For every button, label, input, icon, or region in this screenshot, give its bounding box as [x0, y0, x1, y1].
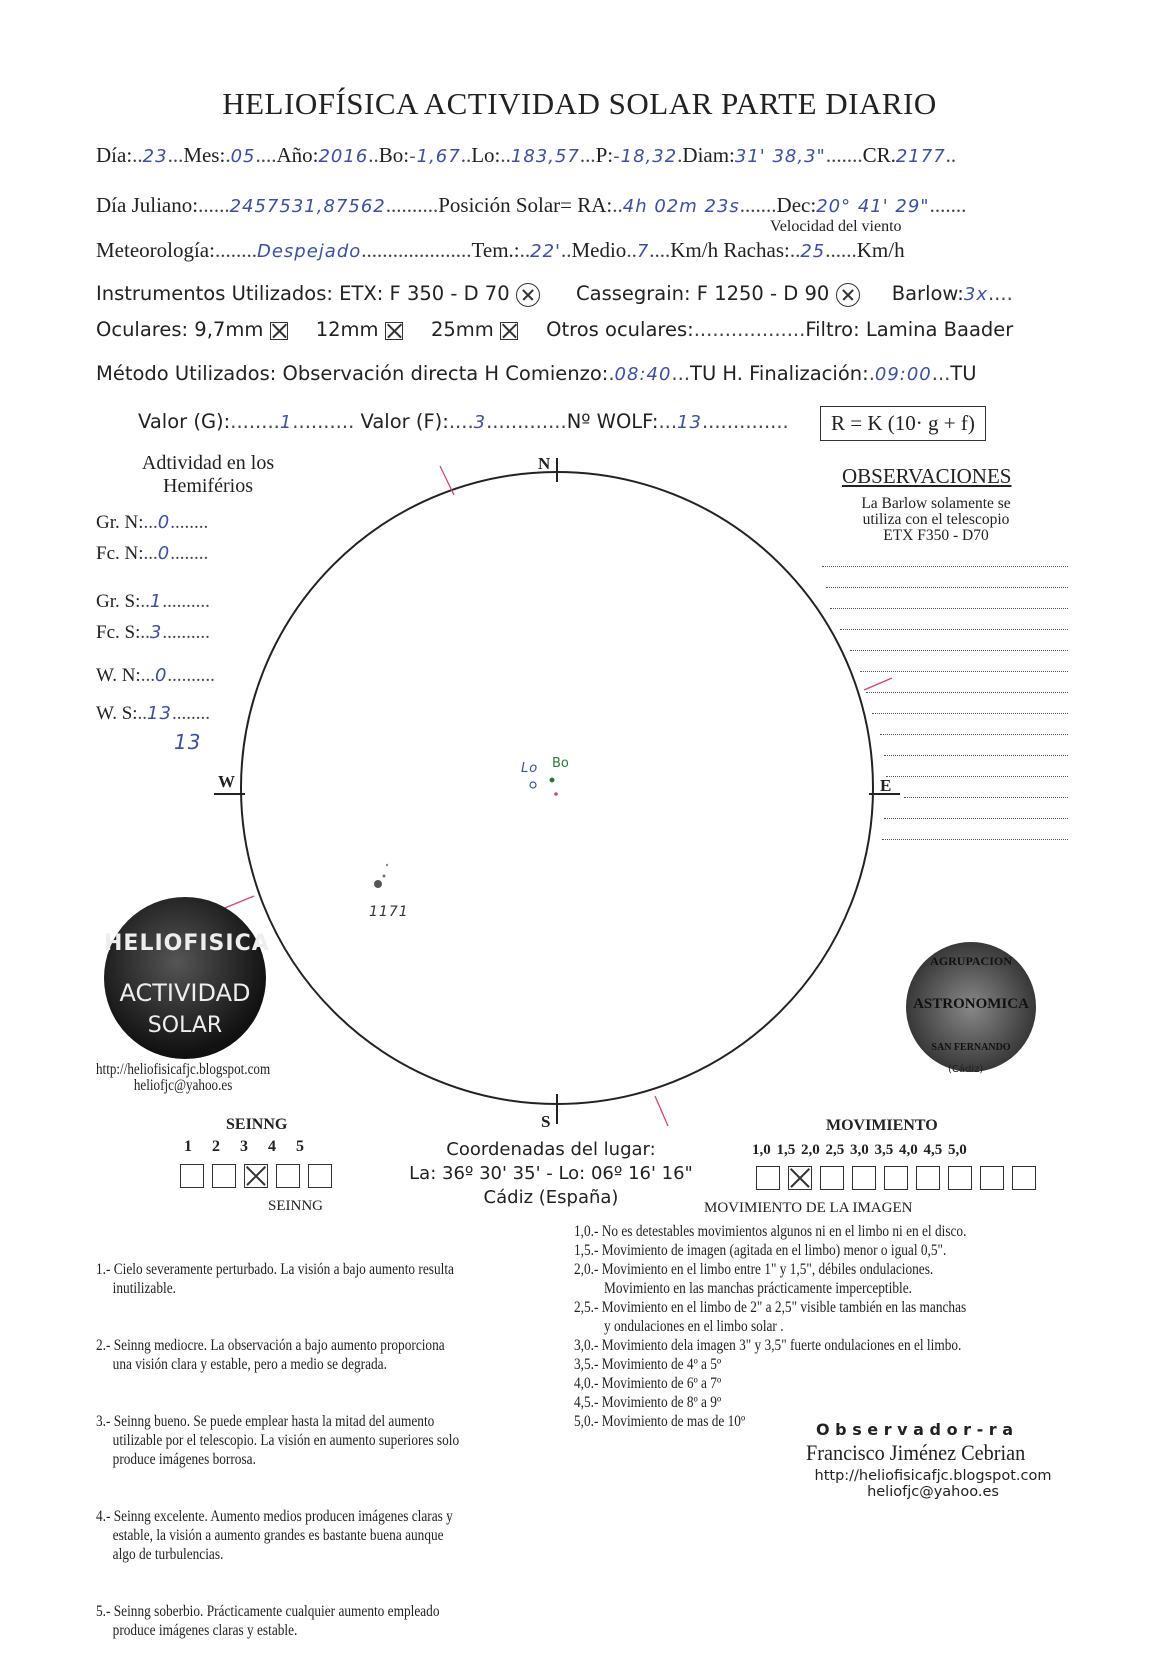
mov-5-0-checkbox[interactable]	[1012, 1166, 1036, 1190]
seeing-title: SEINNG	[226, 1116, 288, 1133]
fcn-row: Fc. N:...0........	[96, 543, 209, 564]
blog-link[interactable]: http://heliofisicafjc.blogspot.com	[96, 1061, 271, 1078]
seeing-caption: SEINNG	[268, 1198, 323, 1214]
g-value: 1	[279, 412, 293, 433]
ocular-12-checkbox[interactable]	[385, 322, 403, 340]
sunspot-small	[383, 875, 386, 878]
compass-s: S	[541, 1112, 551, 1131]
mov-2-5-checkbox[interactable]	[852, 1166, 876, 1190]
header-row-position: Día Juliano:......2457531,87562..........Posición Solar= RA:..4h 02m 23s.......Dec:20° 41' 29".......	[96, 193, 967, 217]
wn-row: W. N:...0..........	[96, 665, 215, 686]
lo-point	[530, 782, 536, 788]
dec-value: 20° 41' 29"	[816, 196, 930, 217]
seeing-4-checkbox[interactable]	[276, 1164, 300, 1188]
meteo-value: Despejado	[256, 241, 362, 262]
mov-3-0-checkbox[interactable]	[884, 1166, 908, 1190]
coordenadas-block: Coordenadas del lugar: La: 36º 30' 35' - Lo: 06º 16' 16" Cádiz (España)	[409, 1139, 693, 1208]
dia-value: 23	[142, 146, 168, 167]
p-value: -18,32	[613, 146, 678, 167]
page-title: HELIOFÍSICA ACTIVIDAD SOLAR PARTE DIARIO	[222, 86, 937, 121]
p-angle-mark-top	[440, 466, 454, 495]
equator-mark-right	[864, 678, 892, 690]
agrupacion-logo: AGRUPACION ASTRONOMICA SAN FERNANDO	[906, 942, 1036, 1072]
mes-value: 05	[230, 146, 256, 167]
mov-3-5-checkbox[interactable]	[916, 1166, 940, 1190]
sunspot-tiny	[386, 864, 388, 866]
movimiento-legend: 1,0.- No es detestables movimientos algunos ni en el limbo ni en el disco. 1,5.- Movimiento de imagen (agitada en el limbo) menor o igual 0,5". 2,0.- Movimiento en el limbo entre 1" y 1,5", débiles ondulaciones. Movimiento en las manchas prácticamente imperceptible. 2,5.- Movimiento en el limbo de 2" a 2,5" visible también en las manchas y ondulaciones en el limbo solar . 3,0.- Movimiento dela imagen 3" y 3,5" fuerte ondulaciones en el limbo. 3,5.- Movimiento de 4º a 5º 4,0.- Movimiento de 6º a 7º 4,5.- Movimiento de 8º a 9º 5,0.- Movimiento de mas de 10º	[574, 1223, 967, 1430]
compass-w: W	[218, 772, 235, 791]
seeing-numbers: 1 2 3 4 5	[184, 1138, 304, 1155]
metodo-row: Método Utilizados: Observación directa H Comienzo:.08:40...TU H. Finalización:.09:00...TU	[96, 362, 977, 385]
mov-1-5-checkbox[interactable]	[788, 1166, 812, 1190]
rachas-value: 25	[800, 241, 826, 262]
lo-value: 183,57	[510, 146, 580, 167]
p-angle-mark-bottom	[655, 1096, 668, 1126]
sunspot-group-label: 1171	[369, 904, 409, 920]
seeing-2-checkbox[interactable]	[212, 1164, 236, 1188]
cassegrain-checkbox[interactable]	[836, 283, 860, 307]
solar-disk-diagram	[200, 440, 920, 1140]
comienzo-value: 08:40	[614, 364, 672, 385]
ra-value: 4h 02m 23s	[622, 196, 740, 217]
observador-mail-link[interactable]: heliofjc@yahoo.es	[867, 1484, 999, 1500]
movimiento-numbers: 1,0 1,5 2,0 2,5 3,0 3,5 4,0 4,5 5,0	[752, 1142, 967, 1158]
seeing-checkboxes	[180, 1164, 340, 1188]
seeing-legend: 1.- Cielo severamente perturbado. La visión a bajo aumento resulta inutilizable. 2.- Seinng mediocre. La observación a bajo aumento proporciona una visión clara y estable, pero a medio se degrada. 3.- Seinng bueno. Se puede emplear hasta la mitad del aumento utilizable por el telescopio. La visión en aumento superiores solo produce imágenes borrosa. 4.- Seinng excelente. Aumento medios producen imágenes claras y estable, la visión a aumento grandes es bastante buena aunque algo de turbulencias. 5.- Seinng soberbio. Prácticamente cualquier aumento empleado produce imágenes claras y estable.	[96, 1261, 460, 1639]
mov-4-5-checkbox[interactable]	[980, 1166, 1004, 1190]
observaciones-title: OBSERVACIONES	[842, 464, 1012, 488]
lo-mark-label: Lo	[521, 761, 539, 776]
compass-e: E	[880, 776, 892, 795]
mov-4-0-checkbox[interactable]	[948, 1166, 972, 1190]
observador-name: Francisco Jiménez Cebrian	[806, 1440, 1026, 1465]
grs-row: Gr. S:..1..........	[96, 591, 210, 612]
mail-link[interactable]: heliofjc@yahoo.es	[133, 1077, 233, 1094]
ws-row: W. S:..13........	[96, 703, 210, 724]
agrupacion-place: (Cádiz)	[948, 1064, 984, 1075]
bo-value: -1,67	[409, 146, 461, 167]
heliofisica-logo: HELIOFISICA ACTIVIDAD SOLAR	[104, 897, 266, 1059]
header-row-meteo: Meteorología:........Despejado.....................Tem.:..22'..Medio..7....Km/h Rachas:..25......Km/h	[96, 238, 905, 262]
viento-label: Velocidad del viento	[770, 218, 902, 235]
center-point	[554, 792, 558, 796]
movimiento-checkboxes	[756, 1166, 1044, 1190]
observaciones-note: La Barlow solamente se utiliza con el telescopio ETX F350 - D70	[861, 495, 1011, 544]
wolf-value: 13	[677, 412, 702, 433]
anio-value: 2016	[318, 146, 369, 167]
ocular-9-7-checkbox[interactable]	[270, 322, 288, 340]
mov-2-0-checkbox[interactable]	[820, 1166, 844, 1190]
observador-blog-link[interactable]: http://heliofisicafjc.blogspot.com	[814, 1468, 1052, 1484]
seeing-5-checkbox[interactable]	[308, 1164, 332, 1188]
valores-row: Valor (G):........1.......... Valor (F):....3.............Nº WOLF:...13..............	[138, 410, 789, 433]
tem-value: 22'	[530, 241, 561, 262]
sun-limb	[241, 472, 873, 1104]
fcs-row: Fc. S:..3..........	[96, 622, 210, 643]
wolf-formula: R = K (10· g + f)	[820, 406, 986, 441]
diam-value: 31' 38,3"	[734, 146, 826, 167]
grn-row: Gr. N:...0........	[96, 512, 209, 533]
movimiento-title: MOVIMIENTO	[826, 1117, 938, 1134]
ws-extra: 13	[174, 730, 202, 754]
etx-checkbox[interactable]	[516, 283, 540, 307]
bo-point	[550, 778, 555, 783]
mov-1-0-checkbox[interactable]	[756, 1166, 780, 1190]
header-row-date: Día:..23...Mes:.05....Año:2016..Bo:-1,67..Lo:..183,57...P:-18,32.Diam:31' 38,3".......CR.2177..	[96, 143, 957, 167]
medio-value: 7	[636, 241, 650, 262]
barlow-value: 3x	[963, 284, 988, 305]
f-value: 3	[473, 412, 487, 433]
juliano-value: 2457531,87562	[229, 196, 386, 217]
fin-value: 09:00	[874, 364, 932, 385]
movimiento-caption: MOVIMIENTO DE LA IMAGEN	[704, 1200, 913, 1216]
hemisferios-title: Adtividad en los Hemiférios	[141, 452, 275, 497]
compass-n: N	[538, 454, 551, 473]
seeing-1-checkbox[interactable]	[180, 1164, 204, 1188]
observador-links	[802, 1468, 1064, 1500]
ocular-25-checkbox[interactable]	[500, 322, 518, 340]
instrumentos-row: Instrumentos Utilizados: ETX: F 350 - D 70 Cassegrain: F 1250 - D 90 Barlow:3x....	[96, 282, 1013, 305]
oculares-row: Oculares: 9,7mm 12mm 25mm Otros oculares:..................Filtro: Lamina Baader	[96, 318, 1014, 341]
cr-value: 2177	[895, 146, 946, 167]
sunspot-main	[374, 880, 382, 888]
seeing-3-checkbox[interactable]	[244, 1164, 268, 1188]
bo-mark-label: Bo	[552, 756, 569, 771]
observador-label: O b s e r v a d o r - r a	[816, 1420, 1014, 1439]
left-links	[96, 1062, 270, 1094]
